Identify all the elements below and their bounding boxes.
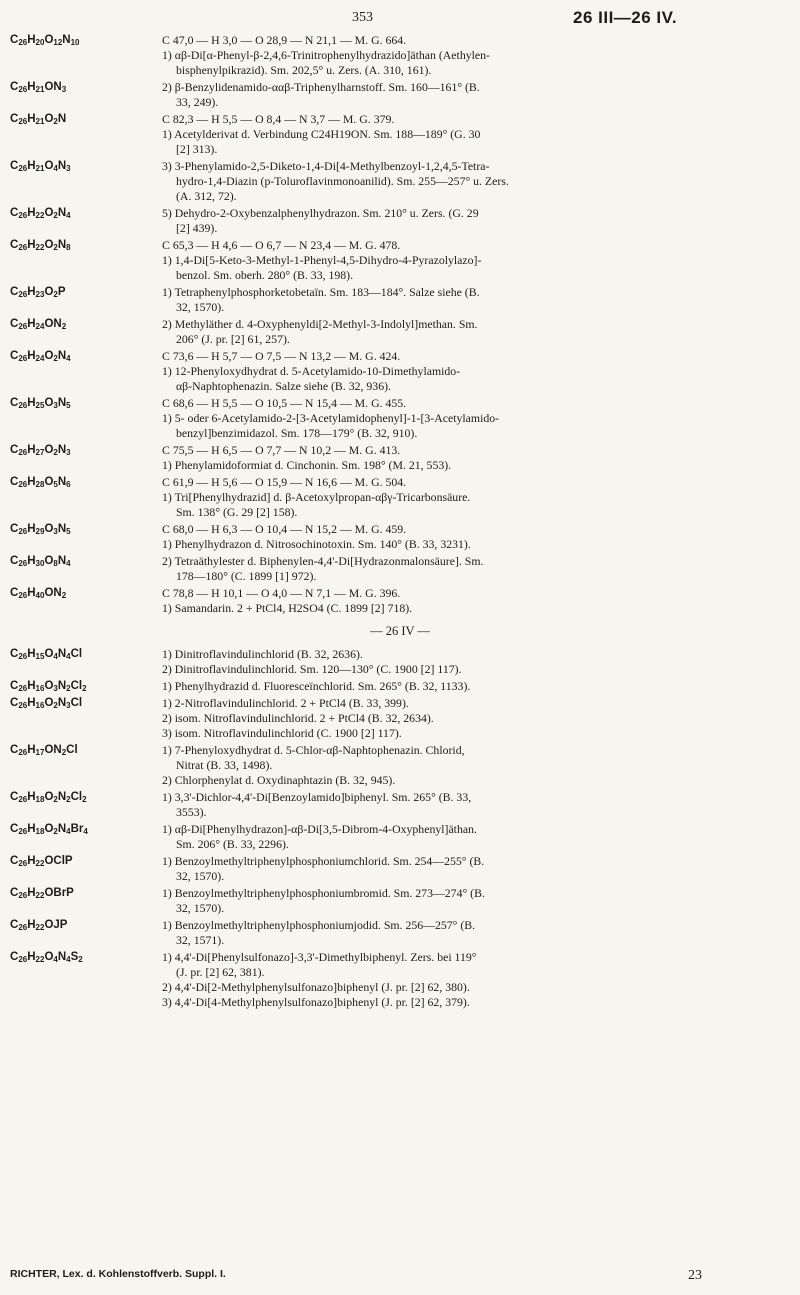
compound-line: Sm. 138° (G. 29 [2] 158).: [176, 505, 298, 519]
compound-line: hydro-1,4-Diazin (p-Toluroflavinmonoanilid). Sm. 255—257° u. Zers.: [176, 174, 509, 188]
molecular-formula: $C_{26}H_{29}O_3N_5$: [10, 523, 71, 536]
compound-line: 1) Phenylhydrazon d. Nitrosochinotoxin. Sm. 140° (B. 33, 3231).: [162, 537, 471, 551]
entry-lines: [162, 790, 790, 820]
compound-line: 1) 7-Phenyloxydhydrat d. 5-Chlor-αβ-Naphtophenazin. Chlorid,: [162, 743, 465, 757]
compound-line: 3) isom. Nitroflavindulinchlorid (C. 1900 [2] 117).: [162, 726, 402, 740]
compound-line: 1) 4,4'-Di[Phenylsulfonazo]-3,3'-Dimethylbiphenyl. Zers. bei 119°: [162, 950, 477, 964]
compound-line: 5) Dehydro-2-Oxybenzalphenylhydrazon. Sm. 210° u. Zers. (G. 29: [162, 206, 479, 220]
compound-line: 1) 2-Nitroflavindulinchlorid. 2 + PtCl4 (B. 33, 399).: [162, 696, 409, 710]
formula-entry: [10, 918, 790, 948]
molecular-formula: $C_{26}H_{40}ON_2$: [10, 587, 67, 600]
entries-content: [10, 33, 790, 1012]
formula-entry: [10, 679, 790, 694]
formula-entry: [10, 743, 790, 788]
footer-source: RICHTER, Lex. d. Kohlenstoffverb. Suppl. I.: [10, 1268, 226, 1280]
molecular-formula: $C_{26}H_{22}OBrP$: [10, 887, 74, 900]
elemental-analysis: C 65,3 — H 4,6 — O 6,7 — N 23,4 — M. G. 478.: [162, 238, 401, 252]
formula-entry: [10, 822, 790, 852]
compound-line: 2) β-Benzylidenamido-ααβ-Triphenylharnstoff. Sm. 160—161° (B.: [162, 80, 480, 94]
molecular-formula: $C_{26}H_{15}O_4N_4Cl$: [10, 648, 83, 661]
compound-line: [2] 313).: [176, 142, 218, 156]
compound-line: 1) αβ-Di[α-Phenyl-β-2,4,6-Trinitrophenylhydrazido]äthan (Aethylen-: [162, 48, 490, 62]
compound-line: 2) Methyläther d. 4-Oxyphenyldi[2-Methyl-3-Indolyl]methan. Sm.: [162, 317, 478, 331]
molecular-formula: $C_{26}H_{23}O_2P$: [10, 286, 66, 299]
formula-entry: [10, 443, 790, 473]
entry-lines: [162, 647, 790, 677]
compound-line: 1) Phenylamidoformiat d. Cinchonin. Sm. 198° (M. 21, 553).: [162, 458, 452, 472]
entry-lines: [162, 238, 790, 283]
entry-lines: [162, 112, 790, 157]
compound-line: 1) 12-Phenyloxydhydrat d. 5-Acetylamido-10-Dimethylamido-: [162, 364, 461, 378]
entry-lines: [162, 206, 790, 236]
molecular-formula: $C_{26}H_{28}O_5N_6$: [10, 476, 71, 489]
elemental-analysis: C 78,8 — H 10,1 — O 4,0 — N 7,1 — M. G. 396.: [162, 586, 401, 600]
compound-line: benzyl]benzimidazol. Sm. 178—179° (B. 32, 910).: [176, 426, 418, 440]
elemental-analysis: C 68,0 — H 6,3 — O 10,4 — N 15,2 — M. G. 459.: [162, 522, 407, 536]
entry-lines: [162, 285, 790, 315]
molecular-formula: $C_{26}H_{27}O_2N_3$: [10, 444, 71, 457]
compound-line: 2) isom. Nitroflavindulinchlorid. 2 + PtCl4 (B. 32, 2634).: [162, 711, 434, 725]
molecular-formula: $C_{26}H_{18}O_2N_4Br_4$: [10, 823, 88, 836]
compound-line: 2) Chlorphenylat d. Oxydinaphtazin (B. 32, 945).: [162, 773, 396, 787]
formula-entry: [10, 349, 790, 394]
formula-entry: [10, 586, 790, 616]
molecular-formula: $C_{26}H_{21}O_2N$: [10, 113, 67, 126]
entry-lines: [162, 317, 790, 347]
running-head-range: 26 III—26 IV.: [573, 8, 678, 27]
compound-line: benzol. Sm. oberh. 280° (B. 33, 198).: [176, 268, 354, 282]
page-footer: [10, 1268, 790, 1284]
entry-lines: [162, 554, 790, 584]
formula-entry: [10, 647, 790, 677]
entry-lines: [162, 886, 790, 916]
formula-entry: [10, 159, 790, 204]
compound-line: 1) Benzoylmethyltriphenylphosphoniumchlorid. Sm. 254—255° (B.: [162, 854, 485, 868]
formula-entry: [10, 522, 790, 552]
molecular-formula: $C_{26}H_{22}O_2N_8$: [10, 239, 71, 252]
compound-line: 2) Tetraäthylester d. Biphenylen-4,4'-Di[Hydrazonmalonsäure]. Sm.: [162, 554, 484, 568]
molecular-formula: $C_{26}H_{21}O_4N_3$: [10, 160, 71, 173]
molecular-formula: $C_{26}H_{17}ON_2Cl$: [10, 744, 78, 757]
section-26-iv: [10, 647, 790, 1010]
compound-line: 32, 1571).: [176, 933, 225, 947]
molecular-formula: $C_{26}H_{18}O_2N_2Cl_2$: [10, 791, 87, 804]
formula-entry: [10, 696, 790, 741]
formula-entry: [10, 317, 790, 347]
elemental-analysis: C 47,0 — H 3,0 — O 28,9 — N 21,1 — M. G. 664.: [162, 33, 407, 47]
compound-line: 2) 4,4'-Di[2-Methylphenylsulfonazo]biphenyl (J. pr. [2] 62, 380).: [162, 980, 470, 994]
section-26-iii: [10, 33, 790, 616]
entry-lines: [162, 475, 790, 520]
formula-entry: [10, 206, 790, 236]
compound-line: 32, 1570).: [176, 300, 225, 314]
entry-lines: [162, 159, 790, 204]
compound-line: [2] 439).: [176, 221, 218, 235]
molecular-formula: $C_{26}H_{30}O_8N_4$: [10, 555, 71, 568]
molecular-formula: $C_{26}H_{24}O_2N_4$: [10, 350, 71, 363]
compound-line: 206° (J. pr. [2] 61, 257).: [176, 332, 290, 346]
compound-line: 3) 3-Phenylamido-2,5-Diketo-1,4-Di[4-Methylbenzoyl-1,2,4,5-Tetra-: [162, 159, 490, 173]
compound-line: (A. 312, 72).: [176, 189, 237, 203]
molecular-formula: $C_{26}H_{21}ON_3$: [10, 81, 67, 94]
formula-entry: [10, 854, 790, 884]
molecular-formula: $C_{26}H_{16}O_3N_2Cl_2$: [10, 680, 87, 693]
molecular-formula: $C_{26}H_{22}O_2N_4$: [10, 207, 71, 220]
compound-line: 1) 3,3'-Dichlor-4,4'-Di[Benzoylamido]biphenyl. Sm. 265° (B. 33,: [162, 790, 472, 804]
entry-lines: [162, 349, 790, 394]
compound-line: 1) Phenylhydrazid d. Fluoresceïnchlorid. Sm. 265° (B. 32, 1133).: [162, 679, 471, 693]
entry-lines: [162, 918, 790, 948]
entry-lines: [162, 80, 790, 110]
compound-line: Sm. 206° (B. 33, 2296).: [176, 837, 289, 851]
entry-lines: [162, 696, 790, 741]
entry-lines: [162, 679, 790, 694]
elemental-analysis: C 73,6 — H 5,7 — O 7,5 — N 13,2 — M. G. 424.: [162, 349, 401, 363]
formula-entry: [10, 33, 790, 78]
formula-entry: [10, 80, 790, 110]
molecular-formula: $C_{26}H_{22}OClP$: [10, 855, 73, 868]
compound-line: 33, 249).: [176, 95, 219, 109]
compound-line: 1) αβ-Di[Phenylhydrazon]-αβ-Di[3,5-Dibrom-4-Oxyphenyl]äthan.: [162, 822, 477, 836]
entry-lines: [162, 854, 790, 884]
compound-line: 1) Acetylderivat d. Verbindung C24H19ON. Sm. 188—189° (G. 30: [162, 127, 481, 141]
molecular-formula: $C_{26}H_{20}O_{12}N_{10}$: [10, 34, 80, 47]
section-divider: — 26 IV —: [370, 624, 430, 638]
elemental-analysis: C 82,3 — H 5,5 — O 8,4 — N 3,7 — M. G. 379.: [162, 112, 395, 126]
compound-line: 1) 5- oder 6-Acetylamido-2-[3-Acetylamidophenyl]-1-[3-Acetylamido-: [162, 411, 500, 425]
molecular-formula: $C_{26}H_{24}ON_2$: [10, 318, 67, 331]
compound-line: 2) Dinitroflavindulinchlorid. Sm. 120—130° (C. 1900 [2] 117).: [162, 662, 462, 676]
compound-line: 32, 1570).: [176, 869, 225, 883]
entry-lines: [162, 743, 790, 788]
compound-line: 3) 4,4'-Di[4-Methylphenylsulfonazo]biphenyl (J. pr. [2] 62, 379).: [162, 995, 470, 1009]
compound-line: αβ-Naphtophenazin. Salze siehe (B. 32, 936).: [176, 379, 391, 393]
molecular-formula: $C_{26}H_{16}O_2N_3Cl$: [10, 697, 83, 710]
compound-line: Nitrat (B. 33, 1498).: [176, 758, 273, 772]
formula-entry: [10, 475, 790, 520]
compound-line: 1) Tetraphenylphosphorketobetaïn. Sm. 183—184°. Salze siehe (B.: [162, 285, 480, 299]
molecular-formula: $C_{26}H_{25}O_3N_5$: [10, 397, 71, 410]
formula-entry: [10, 396, 790, 441]
compound-line: 1) Benzoylmethyltriphenylphosphoniumbromid. Sm. 273—274° (B.: [162, 886, 485, 900]
formula-entry: [10, 950, 790, 1010]
page-number: 353: [352, 10, 373, 25]
formula-entry: [10, 790, 790, 820]
entry-lines: [162, 396, 790, 441]
compound-line: 1) Benzoylmethyltriphenylphosphoniumjodid. Sm. 256—257° (B.: [162, 918, 476, 932]
formula-entry: [10, 554, 790, 584]
compound-line: (J. pr. [2] 62, 381).: [176, 965, 265, 979]
molecular-formula: $C_{26}H_{22}OJP$: [10, 919, 68, 932]
elemental-analysis: C 68,6 — H 5,5 — O 10,5 — N 15,4 — M. G. 455.: [162, 396, 407, 410]
compound-line: 1) 1,4-Di[5-Keto-3-Methyl-1-Phenyl-4,5-Dihydro-4-Pyrazolylazo]-: [162, 253, 482, 267]
entry-lines: [162, 443, 790, 473]
formula-entry: [10, 112, 790, 157]
formula-entry: [10, 285, 790, 315]
molecular-formula: $C_{26}H_{22}O_4N_4S_2$: [10, 951, 83, 964]
entry-lines: [162, 822, 790, 852]
compound-line: 1) Samandarin. 2 + PtCl4, H2SO4 (C. 1899 [2] 718).: [162, 601, 413, 615]
elemental-analysis: C 75,5 — H 6,5 — O 7,7 — N 10,2 — M. G. 413.: [162, 443, 401, 457]
compound-line: 1) Tri[Phenylhydrazid] d. β-Acetoxylpropan-αβγ-Tricarbonsäure.: [162, 490, 471, 504]
elemental-analysis: C 61,9 — H 5,6 — O 15,9 — N 16,6 — M. G. 504.: [162, 475, 407, 489]
entry-lines: [162, 522, 790, 552]
formula-entry: [10, 886, 790, 916]
footer-page: 23: [688, 1268, 702, 1283]
formula-entry: [10, 238, 790, 283]
compound-line: bisphenylpikrazid). Sm. 202,5° u. Zers. (A. 310, 161).: [176, 63, 432, 77]
compound-line: 32, 1570).: [176, 901, 225, 915]
entry-lines: [162, 950, 790, 1010]
entry-lines: [162, 33, 790, 78]
compound-line: 3553).: [176, 805, 207, 819]
compound-line: 178—180° (C. 1899 [1] 972).: [176, 569, 317, 583]
entry-lines: [162, 586, 790, 616]
compound-line: 1) Dinitroflavindulinchlorid (B. 32, 2636).: [162, 647, 363, 661]
